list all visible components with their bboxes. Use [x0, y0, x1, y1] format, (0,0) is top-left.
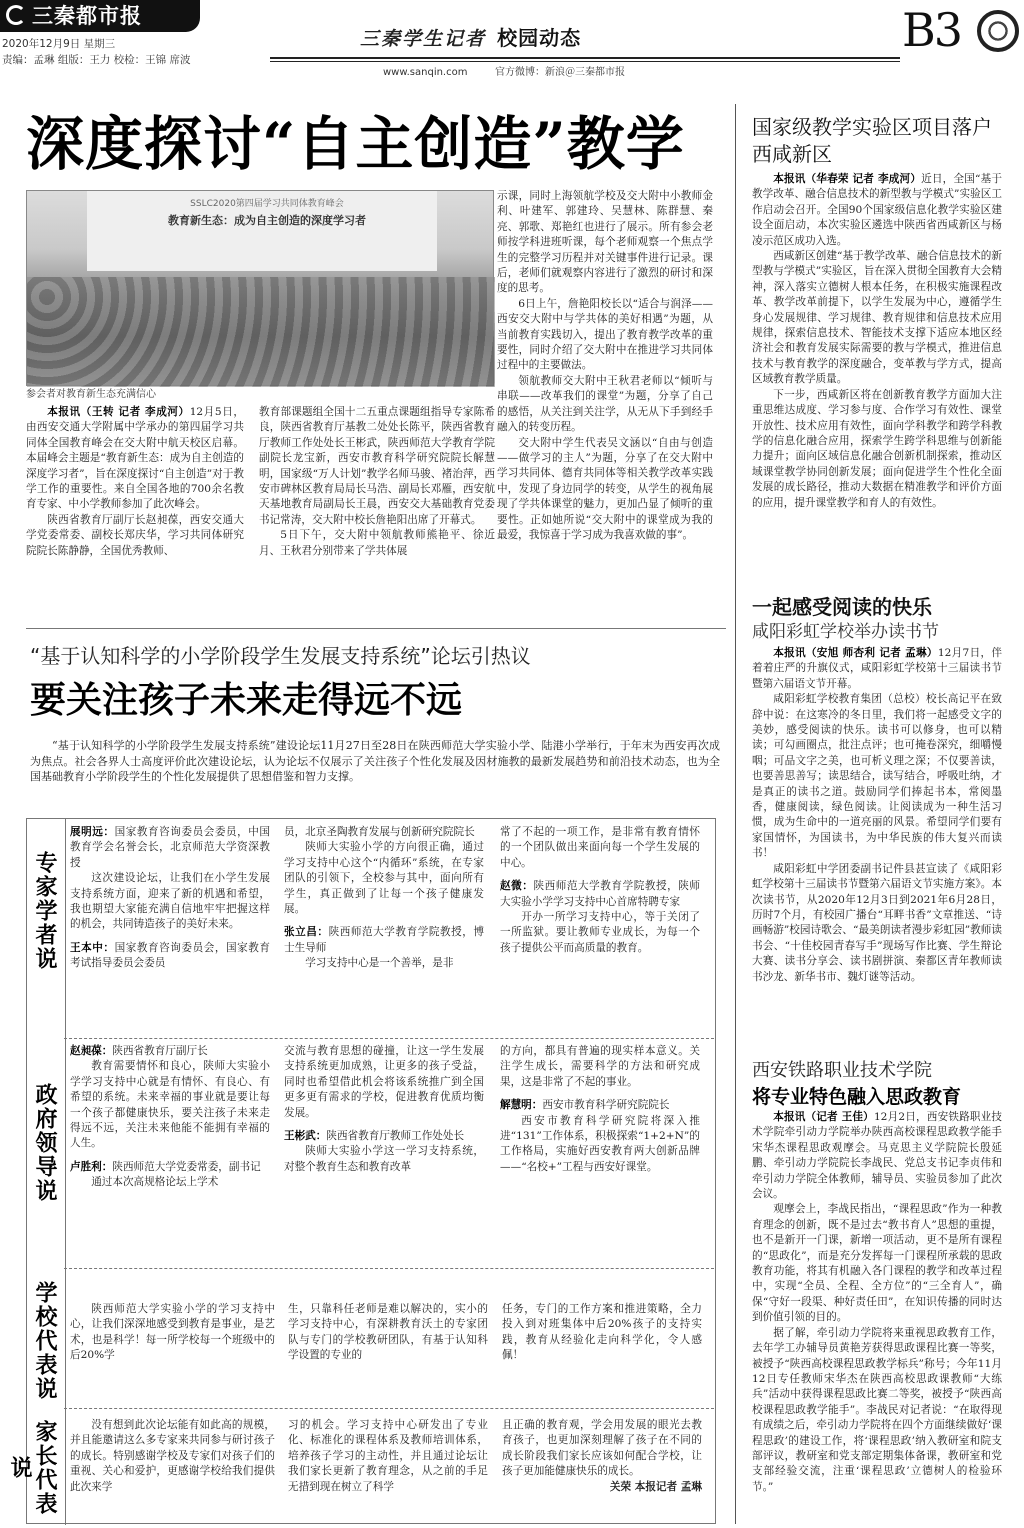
government-entry: 赵昶葆：陕西省教育厅副厅长 [70, 1045, 208, 1057]
header-rule [270, 57, 900, 59]
lead-col2-para: 5日下午，交大附中领航教师熊艳平、徐近月、王秋君分别带来了学共体展 [259, 529, 495, 557]
photo-banner: SSLC2020第四届学习共同体教育峰会 [190, 199, 344, 209]
section-separator [64, 1038, 714, 1039]
lead-col3-para: 示课，同时上海领航学校及交大附中小教师金利、叶建军、郭建玲、吴慧林、陈群慧、秦亮、郭歌、郑艳红也进行了展示。所有参会老师按学科进班听课，每个老师观察一个焦点学生的完整学习历程并对关键事件进行记录。课后，老师们就观察内容进行了激烈的研讨和深度的思考。 [497, 190, 713, 295]
right-story1-para: 下一步，西咸新区将在创新教育教学方面加大注重思维达成度、学习参与度、合作学习有效性、课堂开放性、技术应用有效性，面向学科教学和跨学科教学的信息化融合应用，探索学生跨学科思维与创新能力提升；面向区域信息化融合创新机制探索，推动区域课堂教学协同创新发展；面向促进学生个性化全面发展的成长路径，推动大数据在精准教学和评价方面的应用，提升课堂教学和育人的有效性。 [752, 388, 1002, 509]
lead-photo [26, 190, 494, 386]
parents-col-3 [502, 1418, 702, 1518]
weibo-link[interactable]: 官方微博：新浪＠三秦都市报 [495, 67, 625, 78]
parents-col-1 [70, 1418, 275, 1518]
right-story3-body [752, 1110, 1002, 1524]
school-emblem-icon [977, 10, 1019, 52]
experts-entry-text: 陕师大实验小学的方向很正确，通过学习支持中心这个“内循环”系统，在专家团队的引领下，全校参与其中，面向所有学生，真正做到了让每一个孩子健康发展。 [284, 841, 484, 916]
forum-intro [30, 738, 720, 802]
forum-intro-para: “基于认知科学的小学阶段学生发展支持系统”建设论坛11月27日至28日在陕西师范大学实验小学、陆港小学举行，于年末为西安再次成为焦点。社会各界人士高度评价此次建设论坛，认为论坛不仅展示了关注孩子个性化发展及因材施教的最新发展趋势和前沿技术动态，也为全国基础教育小学阶段学生的个性化发展提供了思想借鉴和智力支撑。 [30, 739, 720, 783]
parents-col-2 [288, 1418, 488, 1518]
lead-col-1 [26, 405, 244, 613]
photo-caption: 参会者对教育新生态充满信心 [26, 389, 156, 400]
right-story2-para: 本报讯（安旭 师杏利 记者 孟琳）12月7日，伴着着庄严的升旗仪式，咸阳彩虹学校第十三届读书节暨第六届语文节开幕。 [752, 647, 1002, 690]
experts-entry: 王本中：国家教育咨询委员会，国家教育考试指导委员会委员 [70, 941, 271, 970]
government-entry-text: 的方向，都具有普遍的现实样本意义。关注学生成长，需要科学的方法和研究成果，这是非常了不起的事业。 [500, 1045, 700, 1088]
right-story2-subhead: 咸阳彩虹学校举办读书节 [752, 622, 939, 642]
photo-crowd [27, 277, 495, 387]
section-title-left: 三秦学生记者 [360, 28, 487, 50]
column-divider [735, 104, 736, 1524]
forum-divider [26, 628, 726, 629]
right-story2-para: 咸阳彩虹学校教育集团（总校）校长高记平在致辞中说：在这寒冷的冬日里，我们将一起感受文字的美妙，感受阅读的快乐。读书可以修身，也可以精读；可勾画圈点，批注点评；也可掩卷深究，细嚼慢咽；可品文字之美，也可析义理之深；不仅要善读，也要善思善写；读思结合，读写结合，呼吸吐纳，才是真正的读书之道。鼓励同学们捧起书本，常阅墨香，健康阅读，绿色阅读。让阅读成为一种生活习惯，成为生命中的一道亮丽的风景。希望同学们要有家国情怀，为国读书，为中华民族的伟大复兴而读书！ [752, 693, 1002, 860]
government-entry-text: 交流与教育思想的碰撞，让这一学生发展支持系统更加成熟，让更多的孩子受益，同时也希望借此机会将该系统推广到全国更多更有需求的学校，促进教育优质均衡发展。 [284, 1045, 484, 1119]
school-entry-text: 任务，专门的工作方案和推进策略，全力投入到对班集体中后20%孩子的支持实践，教育从经验化走向科学化，令人感佩！ [502, 1303, 702, 1362]
right-story2-body [752, 646, 1002, 1034]
lead-headline: 深度探讨“自主创造”教学 [26, 110, 685, 178]
forum-credit: 关荣 本报记者 孟琳 [609, 1480, 702, 1493]
website-link[interactable]: www.sanqin.com [383, 67, 468, 78]
header-rule-thin [270, 61, 900, 62]
experts-entry-text: 这次建设论坛，让我们在小学生发展支持系统方面，迎来了新的机遇和希望，我也期望大家能充满自信地牢牢把握这样的机会，共同铸造孩子的美好未来。 [70, 872, 270, 931]
right-story1-headline: 国家级教学实验区项目落户西咸新区 [752, 115, 992, 166]
experts-col-3 [500, 825, 700, 1020]
lead-col1-para: 本报讯（王转 记者 李成河）12月5日，由西安交通大学附属中学承办的第四届学习共同体全国教育峰会在交大附中航天校区启幕。本届峰会主题是“教育新生态：成为自主创造的深度学习者”，旨在深度探讨“自主创造”对于教学工作的重要性。来自全国各地的700余名教育专家、中小学教师参加了此次峰会。 [26, 406, 244, 511]
section-separator [64, 1268, 714, 1269]
photo-title: 教育新生态：成为自主创造的深度学习者 [168, 214, 366, 227]
date-line: 2020年12月9日 星期三 [2, 38, 116, 50]
experts-entry-text: 常了不起的一项工作，是非常有教育情怀的一个团队做出来面向每一个学生发展的中心。 [500, 826, 700, 869]
school-col-2 [288, 1302, 488, 1398]
government-entry: 卢胜利：陕西师范大学党委常委，副书记 [70, 1160, 261, 1173]
government-entry: 王彬武：陕西省教育厅教师工作处处长 [284, 1130, 465, 1143]
parents-entry-text: 没有想到此次论坛能有如此高的规模，并且能邀请这么多专家来共同参与研讨孩子的成长。特别感谢学校及专家们对孩子们的重视、关心和爱护，更感谢学校给我们提供此次来学 [70, 1419, 275, 1493]
logo-swirl-icon [6, 5, 26, 25]
forum-headline: 要关注孩子未来走得远不远 [30, 679, 463, 721]
right-story1-body [752, 172, 1002, 577]
forum-box-divider [65, 819, 66, 1525]
government-entry: 解慧明：西安市教育科学研究院院长 [500, 1099, 670, 1112]
school-col-3 [502, 1302, 702, 1398]
right-story3-headline: 西安铁路职业技术学院 [752, 1060, 932, 1081]
experts-entry: 赵微：陕西师范大学教育学院教授，陕师大实验小学学习支持中心首席特聘专家 [500, 880, 701, 908]
page-code: B3 [902, 3, 962, 57]
school-col-1 [70, 1302, 275, 1398]
experts-entry: 张立昌：陕西师范大学教育学院教授，博士生导师 [284, 926, 485, 954]
government-entry-text: 教育需要情怀和良心，陕师大实验小学学习支持中心就是有情怀、有良心、有希望的系统。未来幸福的事业就是要让每一个孩子都健康快乐，要关注孩子未来走得远不远，关注未来他能不能拥有幸福的人生。 [70, 1060, 270, 1150]
lead-col2-para: 教育部课题组全国十二五重点课题组指导专家陈希良，陕西省教育厅基教二处处长陈平，陕西省教育厅教师工作处处长王彬武，陕西师范大学教育学院副院长龙宝新，西安市教育科学研究院院长解慧明，国家级“万人计划”教学名师马骏、褚治萍，西安市碑林区教育局局长马浩、副局长邓雁，西安航天基地教育局副局长王晨，西安交大基础教育党委书记常涛，交大附中校长詹艳阳出席了开幕式。 [259, 406, 495, 526]
section-label-experts: 专家学者说 [32, 851, 57, 971]
experts-entry-text: 学习支持中心是一个善举，是非 [305, 957, 454, 970]
section-separator [64, 1408, 714, 1409]
masthead [0, 0, 1024, 90]
section-label-parents: 家长代表说 [7, 1420, 57, 1516]
government-entry-text: 通过本次高规格论坛上学术 [91, 1176, 219, 1189]
lead-col3-para: 交大附中学生代表吴文涵以“自由与创造——做学习的主人”为题，分享了在交大附中学习共同体、德育共同体等相关教学改革实践中，发现了身边同学的转变，从学生的视角展现了学共体课堂的魅力，更加凸显了倾听的重要性。正如她所说“交大附中的课堂成为我的最爱，我惊喜于学习成为我喜欢做的事”。 [497, 436, 713, 541]
experts-entry-text: 开办一所学习支持中心，等于关闭了一所监狱。要让教师专业成长，为每一个孩子提供公平而高质量的教育。 [500, 911, 700, 954]
section-label-school: 学校代表说 [32, 1281, 57, 1401]
government-col-1 [70, 1044, 270, 1254]
right-story2-headline: 一起感受阅读的快乐 [752, 595, 932, 619]
parents-entry-text: 且正确的教育观，学会用发展的眼光去教育孩子，也更加深刻理解了孩子在不同的成长阶段我们家长应该如何配合学校，让孩子更加能健康快乐的成长。 [502, 1419, 702, 1478]
right-story1-para: 本报讯（华春荣 记者 李成河）近日，全国“基于教学改革、融合信息技术的新型教与学模式”实验区工作启动会召开。全国90个国家级信息化教学实验区建设全面启动，本次实验区遴选中陕西省西咸新区与杨凌示范区成功入选。 [752, 173, 1002, 247]
right-story1-para: 西咸新区创建“基于教学改革、融合信息技术的新型教与学模式”实验区，旨在深入贯彻全国教育大会精神，深入落实立德树人根本任务，在积极实施课程改革、教学改革前提下，以学生发展为中心，遵循学生身心发展规律、学习规律、教育规律和信息技术应用规律，探索信息技术、智能技术支撑下适应本地区经济社会和教育发展实际需要的教与学模式，推进信息技术与教育教学的深度融合，变革教与学方式，提高区域教育教学质量。 [752, 250, 1002, 386]
section-title [360, 22, 680, 52]
right-story3-para: 据了解，牵引动力学院将来重视思政教育工作，去年学工办辅导员黄艳芳获得思政课程比赛一等奖，被授予“陕西高校课程思政教学标兵”称号；今年11月12日专任教师宋华杰在陕西高校思政课教师“大练兵”活动中获得课程思政比赛二等奖，被授予“陕西高校课程思政教学能手”。李战民对记者说：“在取得现有成绩之后，牵引动力学院将在四个方面继续做好‘课程思政’的建设工作，将‘课程思政’纳入教研室和院支部评议，教研室和党支部定期集体备课，教研室和党支部经验交流，注重‘课程思政’立德树人的检验环节。” [752, 1326, 1002, 1493]
lead-col-2 [259, 405, 495, 613]
lead-col1-para: 陕西省教育厅副厅长赵昶葆，西安交通大学党委常委、副校长郑庆华，学习共同体研究院院长陈静静，全国优秀教师、 [26, 513, 244, 557]
experts-entry: 员，北京圣陶教育发展与创新研究院院长 [284, 826, 475, 838]
right-story2-para: 咸阳彩虹中学团委副书记件县甚宣读了《咸阳彩虹学校第十三届读书节暨第六届语文节实施方案》。本次读书节，从2020年12月3日到2021年6月28日，历时7个月，有校园广播台“耳畔书香”文章推送、“诗画畅游”校园诗歌会、“最美朗读者漫步彩虹园”教师读书会、“十佳校园青春写手”现场写作比赛、学生辩论大赛、读书分享会、读书剧拼演、秦都区青年教师读书沙龙、新华书市、魏灯谜等活动。 [752, 862, 1002, 983]
lead-col3-para: 领航教师交大附中王秋君老师以“倾听与串联——改革我们的课堂”为题，分享了自己的感悟，从关注到关注学，从无从下手到经手融入的转变历程。 [497, 374, 713, 434]
government-col-3 [500, 1044, 700, 1254]
lead-col-3 [497, 189, 713, 613]
school-entry-text: 陕西师范大学实验小学的学习支持中心，让我们深深地感受到教育是事业，是艺术，也是科学！每一所学校每一个班级中的后20%学 [70, 1303, 275, 1362]
paper-name: 三秦都市报 [32, 4, 142, 28]
section-title-right: 校园动态 [497, 26, 582, 50]
right-story3-para: 观摩会上，李战民指出，“课程思政”作为一种教育理念的创新，既不是过去“教书育人”思想的重提，也不是新开一门课，新增一项活动，更不是所有课程的“思政化”，而是充分发挥每一门课程所承载的思政教育功能，将其有机融入各门课程的教学和改革过程中，实现“全员、全程、全方位”的“三全育人”，确保“守好一段渠、种好责任田”，在知识传播的同时达到价值引领的目的。 [752, 1203, 1002, 1324]
forum-subhead: “基于认知科学的小学阶段学生发展支持系统”论坛引热议 [30, 644, 531, 668]
parents-entry-text: 习的机会。学习支持中心研发出了专业化、标准化的课程体系及教师培训体系，培养孩子学习的主动性，并且通过论坛让我们家长更新了教育理念，从之前的手足无措到现在树立了科学 [288, 1419, 488, 1493]
right-story3-para: 本报讯（记者 王佳）12月2日，西安铁路职业技术学院牵引动力学院举办陕西高校课程思政教学能手宋华杰课程思政观摩会。马克思主义学院院长殷延鹏、牵引动力学院院长李战民、党总支书记李贞伟和牵引动力学院全体教师，辅导员、实验员参加了此次会议。 [752, 1111, 1002, 1201]
section-label-government: 政府领导说 [32, 1083, 57, 1203]
lead-col3-para: 6日上午，詹艳阳校长以“适合与润泽——西安交大附中与学共体的美好相遇”为题，从当前教育实践切入，提出了教育教学改革的重要性，同时介绍了交大附中在推进学习共同体过程中的主要做法。 [497, 297, 713, 372]
government-col-2 [284, 1044, 484, 1254]
experts-col-1 [70, 825, 270, 1020]
school-entry-text: 生，只靠科任老师是难以解决的，实小的学习支持中心，有深耕教育沃土的专家团队与专门的学校教研团队，有基于认知科学设置的专业的 [288, 1303, 488, 1362]
government-entry-text: 陕师大实验小学这一学习支持系统，对整个教育生态和教育改革 [284, 1145, 484, 1173]
experts-col-2 [284, 825, 484, 1020]
editors-line: 责编：孟琳 组版：王力 校检：王锦 席波 [2, 54, 191, 66]
government-entry-text: 西安市教育科学研究院将深入推进“131”工作体系，积极探索“1+2+N”的工作格局，实施好西安教育两大创新品牌——“名校+”工程与西安好课堂。 [500, 1114, 700, 1173]
right-story3-subhead: 将专业特色融入思政教育 [752, 1086, 962, 1108]
experts-entry: 展明远：国家教育咨询委员会委员，中国教育学会名誉会长，北京师范大学资深教授 [70, 826, 271, 869]
